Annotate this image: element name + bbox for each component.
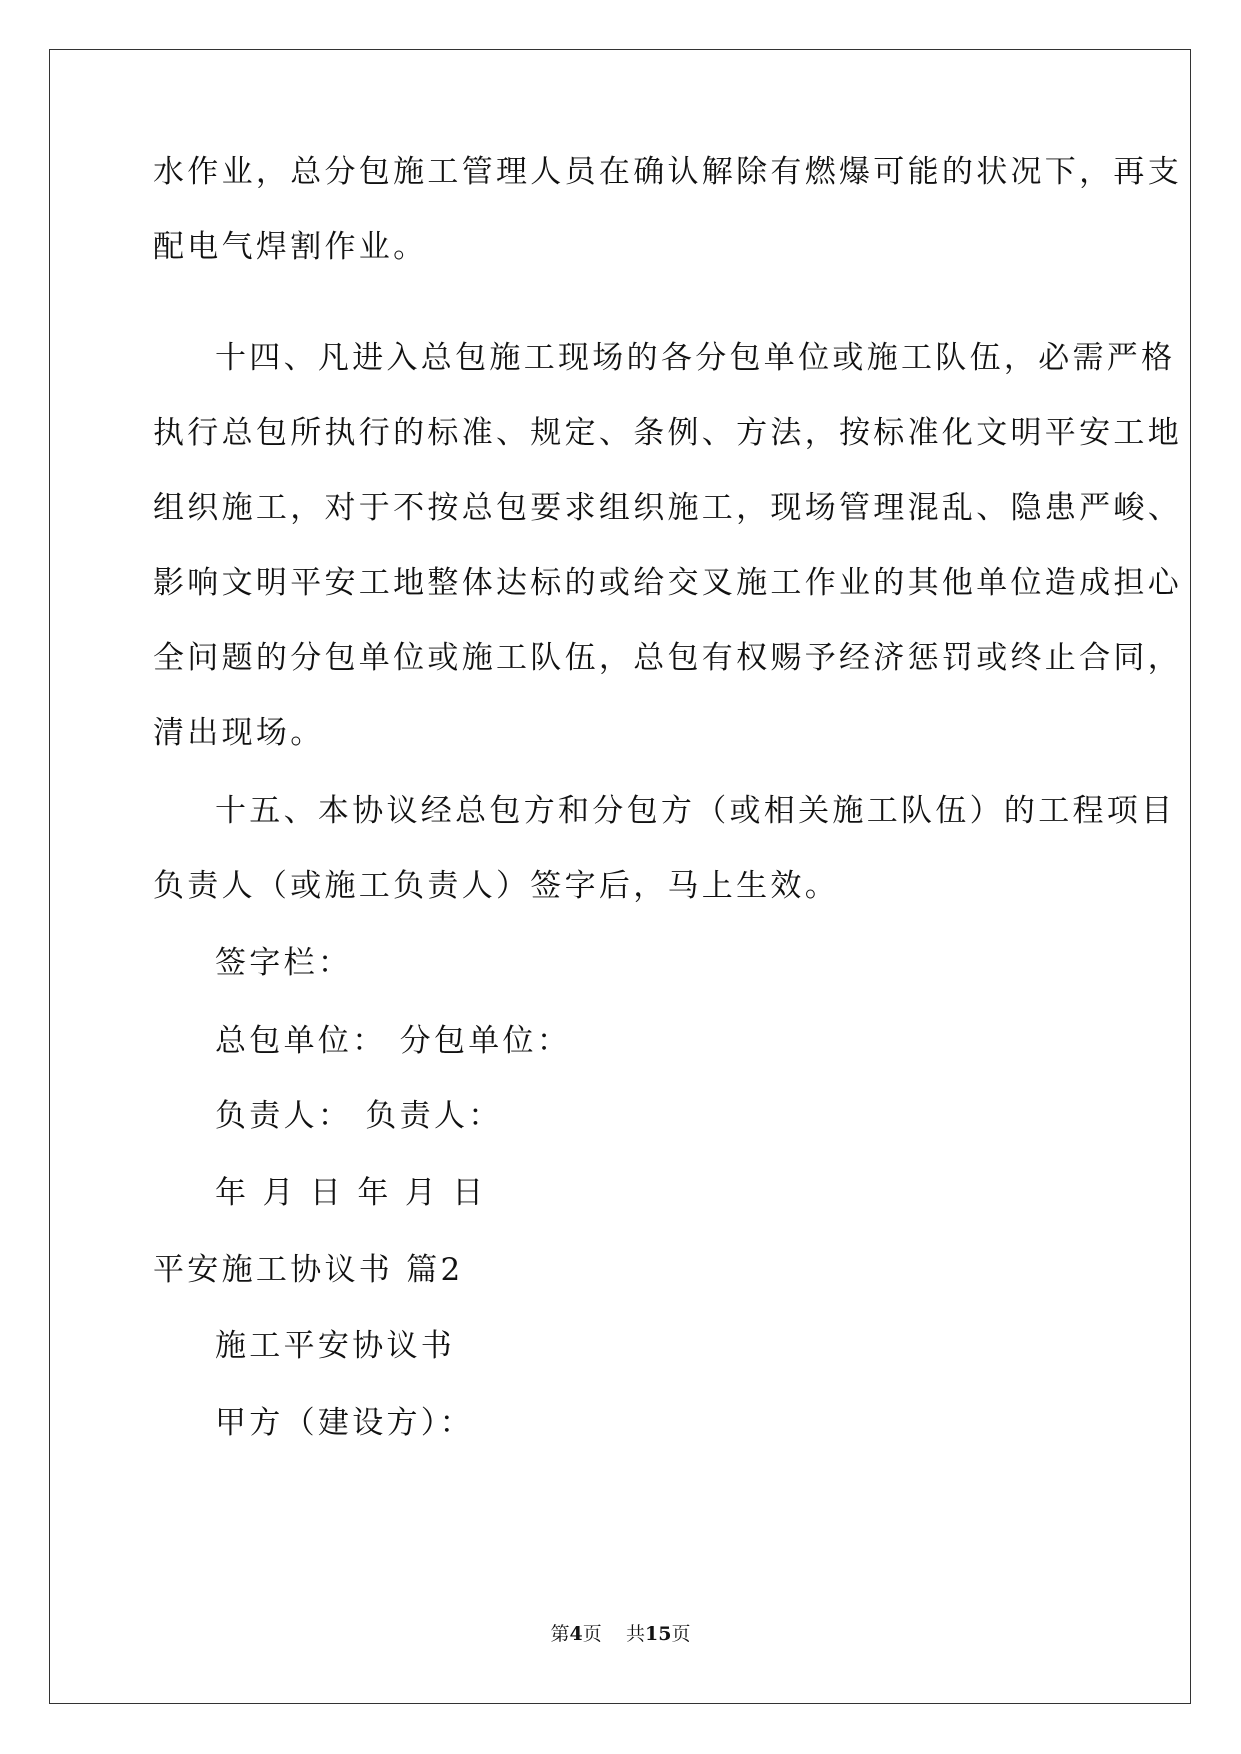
total-pages: 15 <box>644 1623 672 1645</box>
party-a-label: 甲方（建设方）： <box>215 1405 474 1441</box>
signature-heading: 签字栏： <box>215 945 353 981</box>
paragraph-line: 清出现场。 <box>153 715 325 751</box>
page-prefix: 第 <box>550 1623 570 1645</box>
signature-persons: 负责人： 负责人： <box>215 1098 503 1134</box>
paragraph-line: 执行总包所执行的标准、规定、条例、方法，按标准化文明平安工地 <box>153 415 1182 451</box>
paragraph-line: 影响文明平安工地整体达标的或给交叉施工作业的其他单位造成担心 <box>153 565 1182 601</box>
page-footer <box>0 1622 1241 1646</box>
paragraph-line: 负责人（或施工负责人）签字后，马上生效。 <box>153 868 839 904</box>
page-suffix: 页 <box>582 1623 602 1645</box>
section-title: 平安施工协议书 篇2 <box>153 1252 464 1288</box>
total-prefix: 共 <box>625 1623 645 1645</box>
paragraph-line: 组织施工，对于不按总包要求组织施工，现场管理混乱、隐患严峻、 <box>153 490 1182 526</box>
page-number: 4 <box>569 1623 583 1645</box>
paragraph-line: 十五、本协议经总包方和分包方（或相关施工队伍）的工程项目 <box>215 793 1176 829</box>
signature-dates: 年 月 日 年 月 日 <box>215 1175 487 1211</box>
signature-units: 总包单位： 分包单位： <box>215 1023 572 1059</box>
paragraph-line: 十四、凡进入总包施工现场的各分包单位或施工队伍，必需严格 <box>215 340 1176 376</box>
total-suffix: 页 <box>671 1623 691 1645</box>
document-title: 施工平安协议书 <box>215 1328 456 1364</box>
paragraph-line: 配电气焊割作业。 <box>153 229 428 265</box>
paragraph-line: 水作业，总分包施工管理人员在确认解除有燃爆可能的状况下，再支 <box>153 154 1182 190</box>
paragraph-line: 全问题的分包单位或施工队伍，总包有权赐予经济惩罚或终止合同， <box>153 640 1182 676</box>
